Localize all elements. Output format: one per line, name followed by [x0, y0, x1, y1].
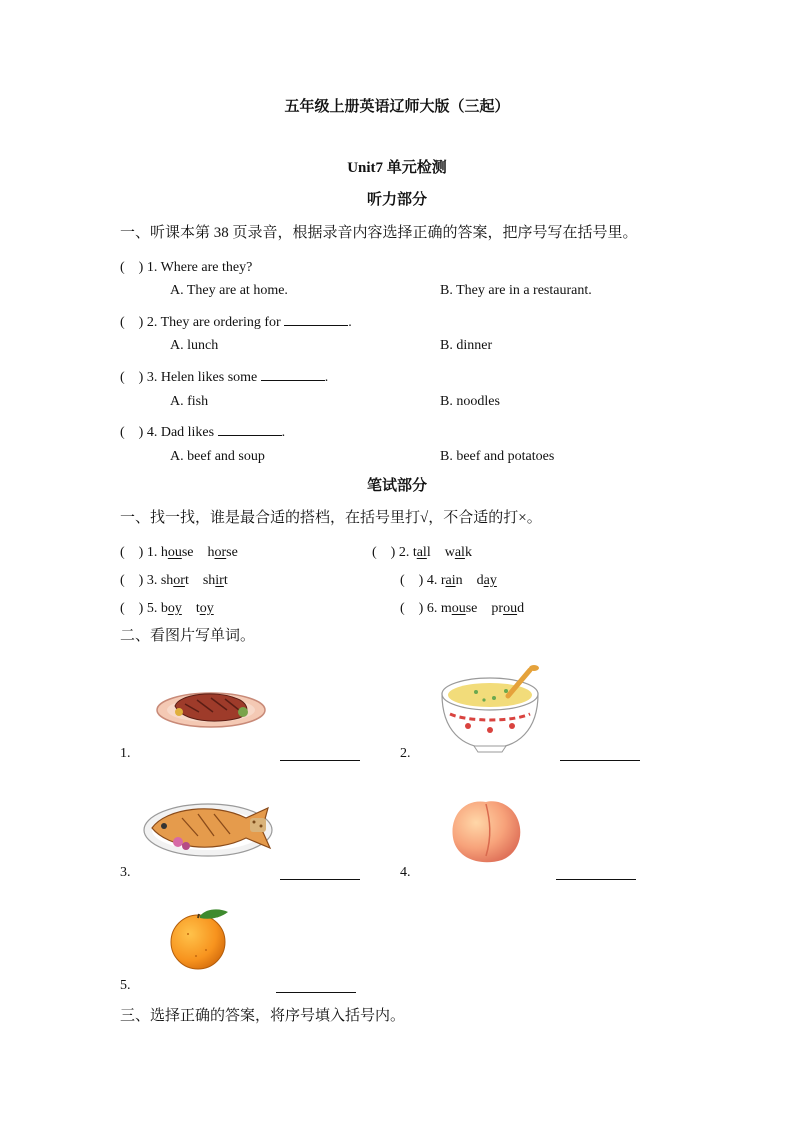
- answer-paren[interactable]: ( ): [400, 601, 424, 616]
- item-number: 5.: [146, 601, 158, 616]
- listening-question: [120, 256, 252, 276]
- item-number: 3.: [120, 865, 131, 880]
- answer-paren[interactable]: ( ): [120, 545, 144, 560]
- word: toy: [195, 601, 214, 616]
- answer-paren[interactable]: ( ): [400, 573, 424, 588]
- word: day: [476, 573, 497, 588]
- option-a: A. beef and soup: [170, 449, 265, 464]
- option-b: B. They are in a restaurant.: [440, 283, 592, 298]
- pair-item: [400, 597, 524, 617]
- answer-paren[interactable]: ( ): [120, 315, 144, 330]
- steak-icon: [155, 682, 267, 730]
- answer-line[interactable]: [276, 992, 356, 993]
- answer-line[interactable]: [280, 760, 360, 761]
- word: rain: [440, 573, 463, 588]
- option-b: B. beef and potatoes: [440, 449, 555, 464]
- item-number: 1.: [146, 545, 158, 560]
- answer-paren[interactable]: ( ): [120, 573, 144, 588]
- peach-icon: [446, 796, 526, 866]
- answer-line[interactable]: [280, 879, 360, 880]
- option-b: B. dinner: [440, 338, 493, 353]
- word: house: [160, 545, 194, 560]
- fish-dish-icon: [142, 792, 278, 860]
- writing-heading: 笔试部分: [366, 478, 427, 494]
- listening-question: ( ) 2. They are ordering for .: [120, 311, 352, 331]
- word: horse: [207, 545, 238, 560]
- part2-instruction: 二、看图片写单词。: [120, 628, 256, 644]
- word: shirt: [202, 573, 228, 588]
- listening-heading: 听力部分: [366, 192, 427, 208]
- answer-blank[interactable]: [284, 312, 348, 326]
- question-stem: 2. They are ordering for: [146, 315, 281, 330]
- pair-item: [120, 597, 214, 617]
- item-number: 6.: [426, 601, 438, 616]
- word: boy: [160, 601, 182, 616]
- part3-instruction: 三、选择正确的答案，将序号填入括号内。: [120, 1008, 406, 1024]
- part1-instruction: 一、找一找，谁是最合适的搭档，在括号里打√，不合适的打×。: [120, 510, 542, 526]
- item-number: 1.: [120, 746, 131, 761]
- pair-item: [120, 541, 238, 561]
- soup-bowl-icon: [438, 664, 542, 754]
- item-number: 2.: [398, 545, 410, 560]
- option-a: A. lunch: [170, 338, 219, 353]
- item-number: 4.: [426, 573, 438, 588]
- unit-title: Unit7 单元检测: [347, 160, 447, 176]
- item-number: 2.: [400, 746, 411, 761]
- option-b: B. noodles: [440, 394, 500, 409]
- word: short: [160, 573, 189, 588]
- question-stem: 1. Where are they?: [146, 260, 253, 275]
- option-a: A. fish: [170, 394, 209, 409]
- pair-item: [120, 569, 228, 589]
- answer-blank[interactable]: [261, 367, 325, 381]
- answer-paren[interactable]: ( ): [120, 370, 144, 385]
- word: tall: [412, 545, 431, 560]
- item-number: 3.: [146, 573, 158, 588]
- word: proud: [491, 601, 525, 616]
- listening-question: ( ) 3. Helen likes some .: [120, 366, 328, 386]
- word: walk: [444, 545, 472, 560]
- pair-item: [372, 541, 472, 561]
- answer-paren[interactable]: ( ): [372, 545, 396, 560]
- question-stem: 4. Dad likes: [146, 425, 215, 440]
- question-stem: 3. Helen likes some: [146, 370, 258, 385]
- answer-line[interactable]: [560, 760, 640, 761]
- answer-blank[interactable]: [218, 422, 282, 436]
- listening-instruction: 一、听课本第 38 页录音，根据录音内容选择正确的答案，把序号写在括号里。: [120, 225, 638, 241]
- listening-question: ( ) 4. Dad likes .: [120, 421, 285, 441]
- answer-paren[interactable]: ( ): [120, 260, 144, 275]
- page-title: 五年级上册英语辽师大版（三起）: [284, 99, 510, 115]
- option-a: A. They are at home.: [170, 283, 288, 298]
- word: mouse: [440, 601, 478, 616]
- item-number: 5.: [120, 978, 131, 993]
- pair-item: [400, 569, 497, 589]
- answer-paren[interactable]: ( ): [120, 601, 144, 616]
- answer-line[interactable]: [556, 879, 636, 880]
- answer-paren[interactable]: ( ): [120, 425, 144, 440]
- orange-icon: [166, 906, 232, 970]
- item-number: 4.: [400, 865, 411, 880]
